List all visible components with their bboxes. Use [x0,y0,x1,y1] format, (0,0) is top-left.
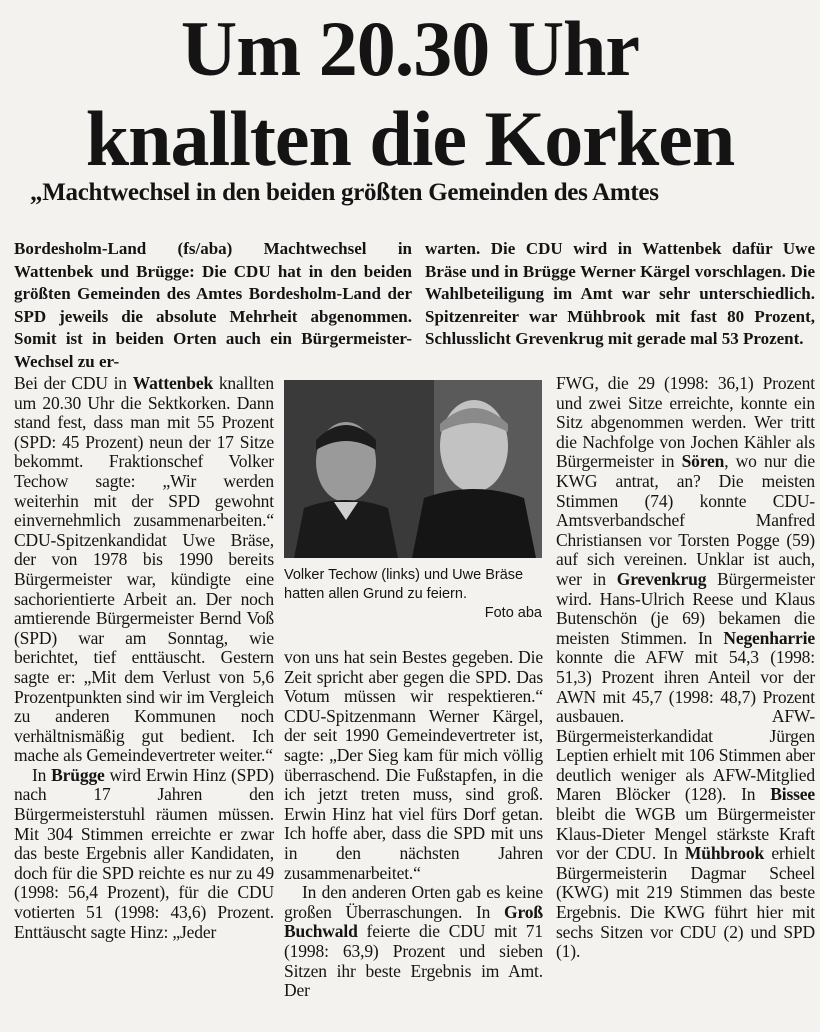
place-name: Bissee [770,784,815,805]
place-name: Wattenbek [132,373,214,393]
photo [284,380,542,558]
place-name: Negenharrie [723,627,815,648]
text: bleibt die WGB um Bürgermeister Klaus-Dieter Mengel stärkste Kraft vor der CDU. In [556,804,815,864]
caption-text: Volker Techow (links) und Uwe Bräse hatten allen Grund zu feiern. [284,567,524,602]
text: In den anderen Orten gab es keine großen Überraschungen. In [284,882,543,922]
place-name: Sören [681,451,725,472]
place-name: Mühbrook [684,843,765,864]
article-column-1 [14,374,274,942]
text: , wo nur die KWG antrat, an? Die meisten Stimmen (74) konnte CDU-Amtsverbandschef Manfred Christiansen vor Torsten Pogge (59) auf sich vereinen. Unklar ist auch, wer in [556,451,815,589]
place-name: Grevenkrug [616,568,707,589]
headline-line-2: knallten die Korken [85,95,735,182]
place-name: Brügge [51,764,105,785]
lead-paragraph-right: warten. Die CDU wird in Wattenbek dafür Uwe Bräse und in Brügge Werner Kärgel vorschlagen. Die Wahlbeteiligung im Amt war sehr unterschiedlich. Spitzenreiter war Mühbrook mit fast 80 Prozent, Schlusslicht Grevenkrug mit gerade mal 53 Prozent. [425,239,815,349]
text: Bei der CDU in [14,373,133,393]
paragraph-bruegge [14,766,274,942]
headline-line-1: Um 20.30 Uhr [180,5,640,92]
text: FWG, die 29 (1998: 36,1) Prozent und zwei Sitze erreichte, konnte ein Sitz abgenommen werden. Wer tritt die Nachfolge von Jochen Kähler als Bürgermeister in [556,373,815,472]
text: knallten um 20.30 Uhr die Sektkorken. Dann stand fest, dass man mit 55 Prozent (SPD: 45 Prozent) neun der 17 Sitze bekommt. Fraktionschef Volker Techow sagte: „Wir werden weiterhin mit der SPD gewohnt einvernehmlich zusammenarbeiten.“ CDU-Spitzenkandidat Uwe Bräse, der von 1978 bis 1990 bereits Bürgermeister war, kündigte eine sachorientierte Arbeit an. Der noch amtierende Bürgermeister Bernd Voß (SPD) war am Sonntag, wie berichtet, tief enttäuscht. Gestern sagte er: „Mit dem Verlust von 5,6 Prozentpunkten sind wir im Vergleich zu anderen Kommunen noch verhältnismäßig gut bedient. Ich mache als Gemeindevertreter weiter.“ [14,373,274,766]
text: In [32,764,52,785]
text: erhielt Bürgermeisterin Dagmar Scheel (KWG) mit 219 Stimmen das beste Ergebnis. Die KWG führt hier mit sechs Sitzen vor CDU (2) und SPD (1). [556,843,815,962]
text: wird Erwin Hinz (SPD) nach 17 Jahren den Bürgermeisterstuhl räumen müssen. Mit 304 Stimmen erreichte er zwar das beste Ergebnis aller Kandidaten, doch für die SPD reichte es nur zu 49 (1998: 56,4 Prozent), für die CDU votierten 51 (1998: 43,6) Prozent. Enttäuscht sagte Hinz: „Jeder [14,764,274,942]
lead-paragraph-left: Bordesholm-Land (fs/aba) Machtwechsel in Wattenbek und Brügge: Die CDU hat in den beiden größten Gemeinden des Amtes Bordesholm-Land der SPD jeweils die absolute Mehrheit abgenommen. Somit ist in beiden Orten auch ein Bürgermeister-Wechsel zu er- [14,239,412,371]
photo-image [284,380,542,558]
text: konnte die AFW mit 54,3 (1998: 51,3) Prozent ihren Anteil vor der AWN mit 45,7 (1998: 48,7) Prozent ausbauen. AFW-Bürgermeisterkandidat Jürgen Leptien erhielt mit 106 Stimmen aber deutlich weniger als AFW-Mitglied Maren Blöcker (128). In [556,647,815,805]
place-name: Groß Buchwald [284,901,543,942]
subheadline: „Machtwechsel in den beiden größten Gemeinden des Amtes [30,179,659,206]
article-column-3 [556,374,815,962]
article-column-2 [284,648,543,1001]
paragraph-wattenbek [14,374,274,766]
text: Bürgermeister wird. Hans-Ulrich Reese und Klaus Butenschön (je 69) bekamen die meisten Stimmen. In [556,568,815,648]
paragraph-results [556,374,815,962]
paragraph-quote: von uns hat sein Bestes gegeben. Die Zeit spricht aber gegen die SPD. Das Votum müssen wir respektieren.“ CDU-Spitzenmann Werner Kärgel, der seit 1990 Gemeindevertreter ist, sagte: „Der Sieg kam für mich völlig überraschend. Die Fußstapfen, in die ich jetzt treten muss, sind groß. Erwin Hinz hat viel fürs Dorf getan. Ich hoffe aber, dass die SPD mit uns in den nächsten Jahren zusammenarbeitet.“ [284,647,543,883]
paragraph-other-towns [284,883,543,1001]
photo-caption [284,566,542,623]
text: feierte die CDU mit 71 (1998: 63,9) Prozent und sieben Sitzen ihr beste Ergebnis im Amt. Der [284,921,543,1001]
photo-credit: Foto aba [484,605,542,621]
headline [0,4,820,184]
